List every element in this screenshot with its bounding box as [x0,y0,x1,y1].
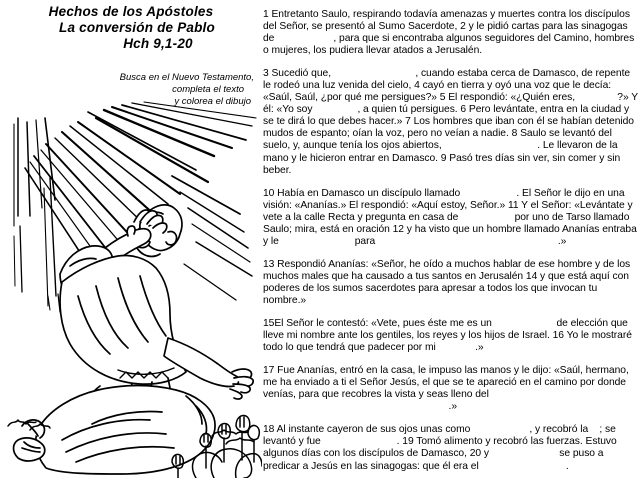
worksheet-heading [0,4,256,52]
fill-in-blank[interactable] [495,318,554,330]
passage-text-run: . [565,460,569,472]
passage-text-run: de elección que lleve mi nombre ante los gentiles, los reyes y los hijos de Israel. 16 Yo le mostraré todo lo que tendrá que padecer por mi [263,318,632,354]
fill-in-blank[interactable] [492,448,557,460]
instruction-line-1: Busca en el Nuevo Testamento, [119,72,254,83]
fill-in-blank[interactable] [277,33,333,45]
bible-passage-column [263,0,640,480]
passage-text-run: por uno de Tarso llamado Saulo; mira, está en oración 12 y ha visto que un hombre llamado Ananías entraba y le [263,211,637,247]
illustration-column [0,0,262,480]
fill-in-blank[interactable] [378,236,558,248]
passage-text-run: . Le llevaron de la mano y le hicieron entrar en Damasco. 9 Pasó tres días sin ver, sin comer y sin beber. [263,140,621,176]
passage-paragraph-verses-17 [263,365,638,413]
fill-in-blank[interactable] [315,104,357,116]
fill-in-blank[interactable] [334,68,416,80]
instruction-line-2: completa el texto [172,84,244,95]
passage-text-run: 17 Fue Ananías, entró en la casa, le impuso las manos y le dijo: «Saúl, hermano, me ha enviado a ti el Señor Jesús, el que se te apareció en el camino por donde venías, para que recobres la vista y seas lleno del [263,365,629,401]
heading-book-title: Hechos de los Apóstoles [48,4,214,19]
passage-paragraph-verses-1-2 [263,9,638,57]
passage-text-run: ?» Y él: «Yo soy [263,92,638,116]
instruction-line-3: y colorea el dibujo [174,96,251,107]
passage-text-run: 13 Respondió Ananías: «Señor, he oído a muchos hablar de ese hombre y de los muchos males que ha causado a tus santos en Jerusalén 14 y que está aquí con poderes de los sumos sacerdotes para apresar a todos los que invocan tu nombre.» [263,258,631,306]
passage-paragraph-verses-15-16 [263,318,638,354]
passage-text-run: . 19 Tomó alimento y recobró las fuerzas. Estuvo algunos días con los discípulos de Damasco, 20 y [263,436,617,460]
fill-in-blank[interactable] [463,188,516,200]
kneeling-figure-group [14,205,254,474]
passage-text-run: .» [448,401,458,413]
passage-text-run: se puso a predicar a Jesús en las sinagogas: que él era el [263,448,604,472]
passage-text-run: 15El Señor le contestó: «Vete, pues éste me es un [263,318,495,330]
fill-in-blank[interactable] [578,92,617,104]
passage-text-run: 18 Al instante cayeron de sus ojos unas como [263,424,474,436]
fill-in-blank[interactable] [473,424,529,436]
passage-paragraph-verses-13-14 [263,259,638,307]
passage-text-run: 10 Había en Damasco un discípulo llamado [263,187,464,199]
passage-text [263,9,638,473]
passage-text-run: .» [475,342,484,354]
passage-text-run: 3 Sucedió que, [263,68,334,80]
passage-text-run: .» [557,235,567,247]
passage-text-run: , cuando estaba cerca de Damasco, de repente le rodeó una luz venida del cielo, 4 cayó en tierra y oyó una voz que le decía: «Saúl, Saúl, ¿por qué me persigues?» 5 El respondió: «¿Quién eres, [263,68,631,104]
passage-text-run: , a quien tú persigues. 6 Pero levántate, entra en la ciudad y se te dirá lo que debes hacer.» 7 Los hombres que iban con él se habían detenido mudos de espanto; oían la voz, pero no veían a nadie. 8 Saulo se levantó del suelo, y, aunque tenía los ojos abiertos, [263,104,634,152]
fill-in-blank[interactable] [439,342,476,354]
passage-paragraph-verses-18-20 [263,424,638,472]
saul-conversion-illustration [0,96,262,478]
fill-in-blank[interactable] [461,212,512,224]
fill-in-blank[interactable] [324,436,397,448]
passage-text-run: , y recobró la [529,424,591,436]
fill-in-blank[interactable] [482,461,566,473]
fill-in-blank[interactable] [282,236,352,248]
fill-in-blank[interactable] [263,401,449,413]
passage-text-run: 1 Entretanto Saulo, respirando todavía amenazas y muertes contra los discípulos del Señor, se presentó al Sumo Sacerdote, 2 y le pidió cartas para las sinagogas de [263,9,630,45]
passage-paragraph-verses-10-12 [263,188,638,248]
passage-paragraph-verses-3-9 [263,68,638,176]
heading-reference: Hch 9,1-20 [123,36,193,51]
fill-in-blank[interactable] [444,140,537,152]
heading-subject-title: La conversión de Pablo [59,20,215,35]
passage-text-run: ; se levantó y fue [263,424,616,448]
passage-text-run: . El Señor le dijo en una visión: «Ananías.» El respondió: «Aquí estoy, Señor.» 11 Y el Señor: «Levántate y vete a la calle Recta y pregunta en casa de [263,187,633,223]
passage-text-run: , para que si encontraba algunos seguidores del Camino, hombres o mujeres, los pudiera llevar atados a Jerusalén. [263,33,635,57]
passage-text-run: para [351,235,378,247]
